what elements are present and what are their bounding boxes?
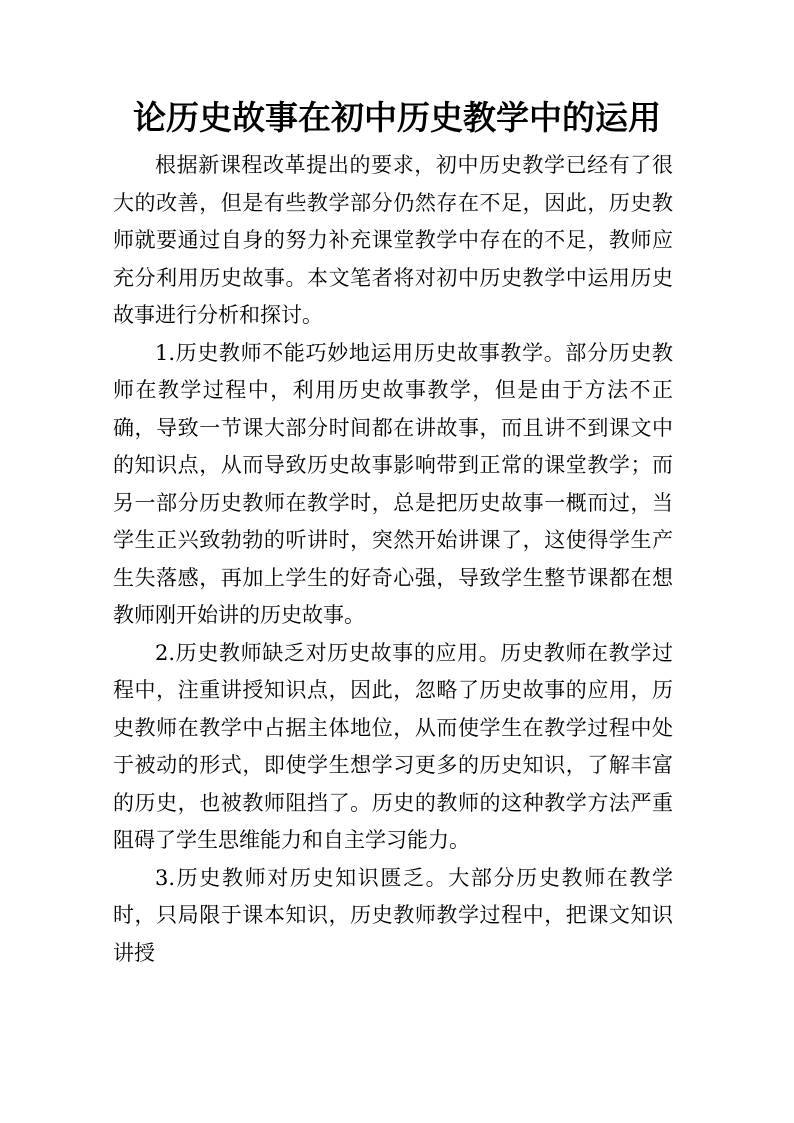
point-1-paragraph: 1.历史教师不能巧妙地运用历史故事教学。部分历史教师在教学过程中，利用历史故事教学，但是由于方法不正确，导致一节课大部分时间都在讲故事，而且讲不到课文中的知识点，从而导致历史故事影响带到正常的课堂教学；而另一部分历史教师在教学时，总是把历史故事一概而过，当学生正兴致勃勃的听讲时，突然开始讲课了，这使得学生产生失落感，再加上学生的好奇心强，导致学生整节课都在想教师刚开始讲的历史故事。 [113,340,673,627]
point-3-paragraph: 3.历史教师对历史知识匮乏。大部分历史教师在教学时，只局限于课本知识，历史教师教学过程中，把课文知识讲授 [113,865,673,965]
document-title: 论历史故事在初中历史教学中的运用 [133,98,661,137]
document-body [113,147,673,972]
intro-paragraph: 根据新课程改革提出的要求，初中历史教学已经有了很大的改善，但是有些教学部分仍然存在不足，因此，历史教师就要通过自身的努力补充课堂教学中存在的不足，教师应充分利用历史故事。本文笔者将对初中历史教学中运用历史故事进行分析和探讨。 [113,153,673,327]
point-2-paragraph: 2.历史教师缺乏对历史故事的应用。历史教师在教学过程中，注重讲授知识点，因此，忽略了历史故事的应用，历史教师在教学中占据主体地位，从而使学生在教学过程中处于被动的形式，即使学生想学习更多的历史知识，了解丰富的历史，也被教师阻挡了。历史的教师的这种教学方法严重阻碍了学生思维能力和自主学习能力。 [113,640,673,852]
